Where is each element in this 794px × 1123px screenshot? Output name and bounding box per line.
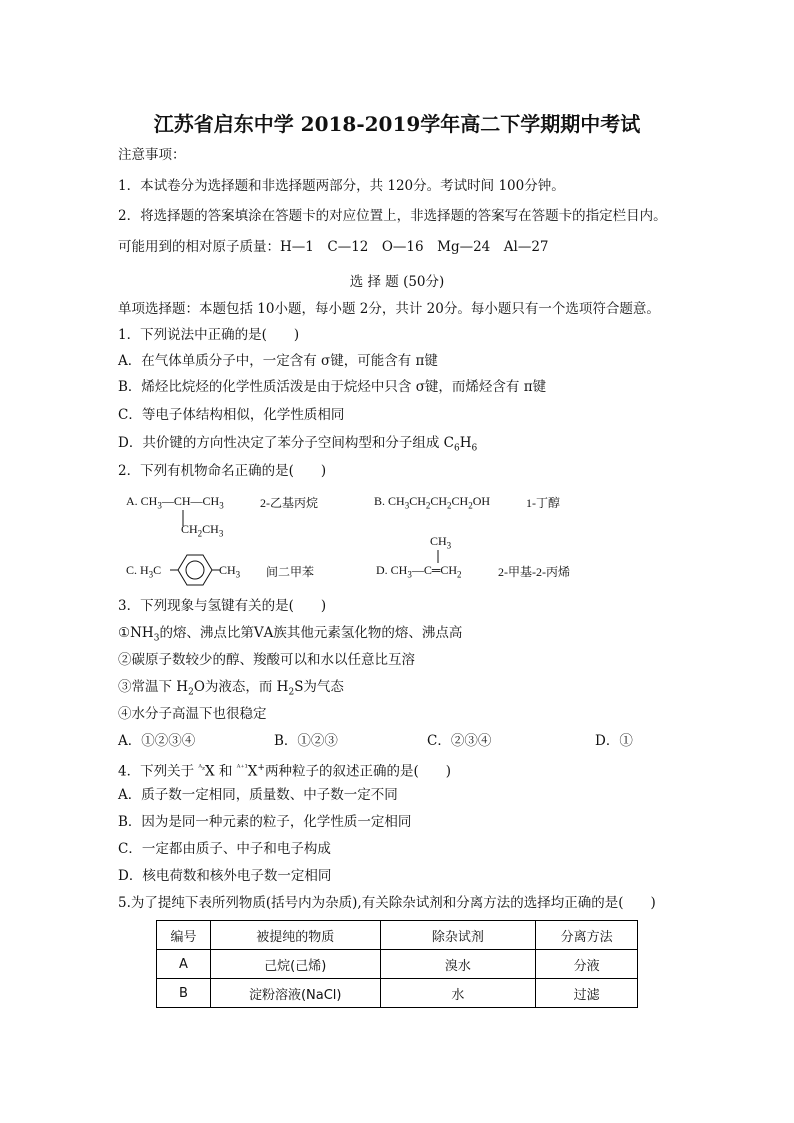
q4-stem: 4．下列关于 $^{ᴬ_ᶻ}$X 和 $^{ᴬ^{+1}}$X+两种粒子的叙述正确的是( ) [118,763,452,780]
table-header-row [157,921,638,950]
benzene-ring-icon [170,551,220,589]
q3-statement-4: ④水分子高温下也很稳定 [118,706,267,722]
q3-statement-2: ②碳原子数较少的醇、羧酸可以和水以任意比互溶 [118,652,415,668]
q2-option-a-formula: A. $CH_3—CH—CH_3$ [126,494,224,511]
q2-option-c-left: C. $H_3C$ [126,563,162,580]
table-row [157,950,638,979]
table-header-cell: 编号 [157,921,211,950]
q2-option-b-name: 1-丁醇 [526,496,560,510]
q3-stem: 3．下列现象与氢键有关的是( ) [118,598,327,614]
table-cell: A [157,950,211,979]
q3-statement-1: $①NH_3$的熔、沸点比第ⅤA族其他元素氢化物的熔、沸点高 [118,625,463,644]
q1-stem: 1．下列说法中正确的是( ) [118,327,300,343]
q2-d-bond [434,550,442,564]
q4-option-b: B．因为是同一种元素的粒子，化学性质一定相同 [118,814,412,830]
table-cell: 己烷(己烯) [210,950,380,979]
q5-table [156,920,638,1008]
atomic-masses: 可能用到的相对原子质量：H—1 C—12 O—16 Mg—24 Al—27 [118,239,549,255]
notice-heading: 注意事项： [118,147,186,163]
q2-stem: 2．下列有机物命名正确的是( ) [118,463,327,479]
table-cell: 过滤 [536,979,638,1008]
q3-option-a: A．①②③④ [118,733,196,749]
q2-option-c-name: 间二甲苯 [266,565,315,579]
q1-option-a: A．在气体单质分子中，一定含有 σ键，可能含有 π键 [118,353,438,369]
notice-item-1: 1．本试卷分为选择题和非选择题两部分，共 120分。考试时间 100分钟。 [118,178,565,194]
q2-option-d-top: $CH_3$ [430,534,452,551]
q1-option-d: D．共价键的方向性决定了苯分子空间构型和分子组成 $C_6H_6$ [118,435,478,454]
section-title: 选 择 题 (50分) [349,274,445,290]
q4-option-c: C．一定都由质子、中子和电子构成 [118,841,331,857]
q2-option-b-formula: B. $CH_3CH_2CH_2CH_2OH$ [374,494,491,511]
table-cell: 溴水 [380,950,536,979]
table-cell: 水 [380,979,536,1008]
q2-option-d-name: 2-甲基-2-丙烯 [498,565,570,579]
q1-option-b: B．烯烃比烷烃的化学性质活泼是由于烷烃中只含 σ键，而烯烃含有 π键 [118,379,547,395]
q1-option-c: C．等电子体结构相似，化学性质相同 [118,407,345,423]
q2-option-a-name: 2-乙基丙烷 [260,496,318,510]
table-row [157,979,638,1008]
q3-option-d: D．① [595,733,633,749]
table-cell: 分液 [536,950,638,979]
table-header-cell: 分离方法 [536,921,638,950]
q3-option-b: B．①②③ [274,733,338,749]
q3-option-c: C．②③④ [427,733,492,749]
q2-option-c-right: $CH_3$ [219,563,241,580]
notice-item-2: 2．将选择题的答案填涂在答题卡的对应位置上，非选择题的答案写在答题卡的指定栏目内。 [118,208,667,224]
q4-option-a: A．质子数一定相同，质量数、中子数一定不同 [118,787,398,803]
table-cell: 淀粉溶液(NaCl) [210,979,380,1008]
table-header-cell: 除杂试剂 [380,921,536,950]
page-title: 江苏省启东中学 2018-2019学年高二下学期期中考试 [153,112,641,136]
q2-option-d-formula: D. $CH_3—C═CH_2$ [376,563,462,580]
q5-stem: 5.为了提纯下表所列物质(括号内为杂质),有关除杂试剂和分离方法的选择均正确的是( ) [118,895,656,911]
q2-option-a-branch: $CH_2CH_3$ [181,522,224,539]
section-instructions: 单项选择题：本题包括 10小题，每小题 2分，共计 20分。每小题只有一个选项符合题意。 [118,301,660,317]
table-header-cell: 被提纯的物质 [210,921,380,950]
q3-statement-3: ③常温下 $H_2O$为液态，而 $H_2S$为气态 [118,679,344,698]
q4-option-d: D．核电荷数和核外电子数一定相同 [118,868,332,884]
table-cell: B [157,979,211,1008]
